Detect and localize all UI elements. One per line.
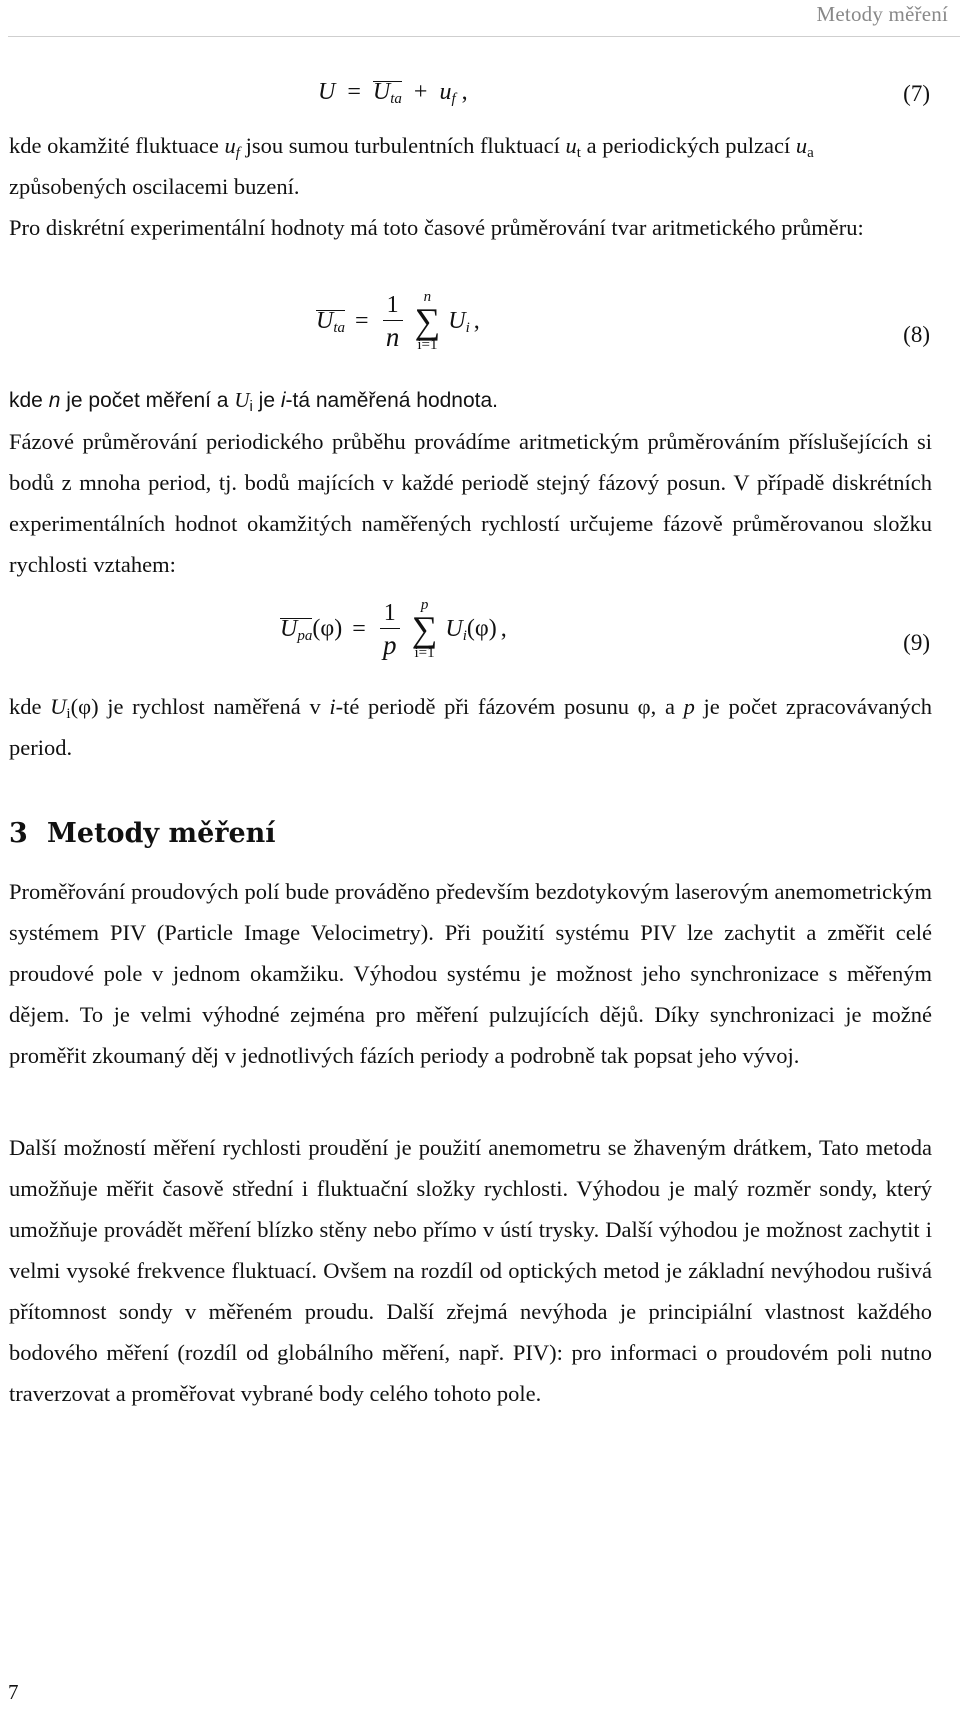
eq8-mean-symbol: $U_{ta}$ bbox=[316, 307, 346, 336]
eq9-sum: p ∑ i=1 bbox=[411, 597, 438, 661]
equation-9-body bbox=[280, 598, 507, 660]
section-title: Metody měření bbox=[47, 818, 276, 849]
eq9-term: $U_i$ bbox=[445, 615, 467, 644]
section-heading bbox=[9, 818, 276, 849]
equation-7 bbox=[0, 75, 960, 115]
equation-9 bbox=[0, 598, 960, 678]
eq8-sum: n ∑ i=1 bbox=[414, 289, 441, 353]
paragraph-piv: Proměřování proudových polí bude prováděno především bezdotykovým laserovým anemometrickým systémem PIV (Particle Image Velocimetry). Při použití systému PIV lze zachytit a změřit celé proudové pole v jednom okamžiku. Výhodou systému je možnost jeho synchronizace s měřeným dějem. To je velmi výhodné zejména pro měření pulzujících dějů. Díky synchronizaci je možné proměřit zkoumaný děj v jednotlivých fázích periody a podrobně tak popsat jeho vývoj. bbox=[9, 879, 932, 1068]
section-number: 3 bbox=[9, 818, 28, 849]
equation-7-number: (7) bbox=[903, 81, 930, 106]
eq9-equals: = bbox=[352, 615, 366, 642]
paragraph-discrete-mean: Pro diskrétní experimentální hodnoty má toto časové průměrování tvar aritmetického průměru: bbox=[9, 215, 864, 240]
eq9-fraction: $\frac{1}{p}$ bbox=[380, 600, 400, 659]
page-number: 7 bbox=[8, 1680, 19, 1704]
eq8-equals: = bbox=[355, 307, 369, 334]
paragraph-fluctuations: kde okamžité fluktuace $u_f$ jsou sumou turbulentních fluktuací $u_t$ a periodických pulzací $u_a$ způsobených oscilacemi buzení. bbox=[9, 133, 814, 199]
eq7-mean-symbol: $U_{ta}$ bbox=[372, 79, 402, 107]
equation-8-body bbox=[316, 290, 480, 352]
eq7-trail: , bbox=[461, 79, 468, 105]
paragraph-hot-wire: Další možností měření rychlosti proudění je použití anemometru se žhaveným drátkem, Tato metoda umožňuje měřit časově střední i fluktuační složky rychlosti. Výhodou je malý rozměr sondy, který umožňuje provádět měření blízko stěny nebo přímo v ústí trysky. Další výhodou je možnost zachytit i velmi vysoké frekvence fluktuací. Ovšem na rozdíl od optických metod je základní nevýhodou rušivá přítomnost sondy v měřeném proudu. Další zřejmá nevýhoda je principiální vlastnost každého bodového měření (rozdíl od globálního měření, např. PIV): pro informaci o proudovém poli nutno traverzovat a proměřovat vybrané body celého tohoto pole. bbox=[9, 1135, 932, 1406]
eq7-fluct-term: $u_f$ bbox=[439, 79, 456, 107]
eq7-plus: + bbox=[413, 79, 428, 105]
running-header: Metody měření bbox=[816, 2, 948, 26]
equation-8 bbox=[0, 290, 960, 370]
equation-7-body bbox=[318, 79, 468, 106]
paragraph-phase-averaging: Fázové průměrování periodického průběhu provádíme aritmetickým průměrováním příslušejících si bodů z mnoha period, tj. bodů majících v každé periodě stejný fázový posun. V případě diskrétních experimentálních hodnot okamžitých naměřených rychlostí určujeme fázově průměrovanou složku rychlosti vztahem: bbox=[9, 429, 932, 577]
equation-8-number: (8) bbox=[903, 322, 930, 347]
eq7-lhs: U bbox=[318, 79, 336, 105]
eq9-term-arg: (φ) bbox=[466, 615, 497, 642]
equation-9-number: (9) bbox=[903, 630, 930, 655]
eq9-arg: (φ) bbox=[312, 615, 343, 642]
eq8-fraction: $\frac{1}{n}$ bbox=[383, 292, 403, 351]
eq8-trail: , bbox=[473, 307, 480, 334]
header-rule bbox=[8, 36, 960, 37]
eq7-equals: = bbox=[347, 79, 361, 105]
eq9-trail: , bbox=[500, 615, 507, 642]
paragraph-phase-definition: kde $U_i(\varphi)$ je rychlost naměřená v i-té periodě při fázovém posunu φ, a p je počet zpracovávaných period. bbox=[9, 694, 933, 760]
eq9-mean-symbol: $U_{pa}$ bbox=[280, 615, 313, 644]
paragraph-n-definition: kde n je počet měření a $U_i$ je i-tá naměřená hodnota. bbox=[9, 388, 499, 415]
eq8-term: $U_i$ bbox=[448, 307, 470, 336]
